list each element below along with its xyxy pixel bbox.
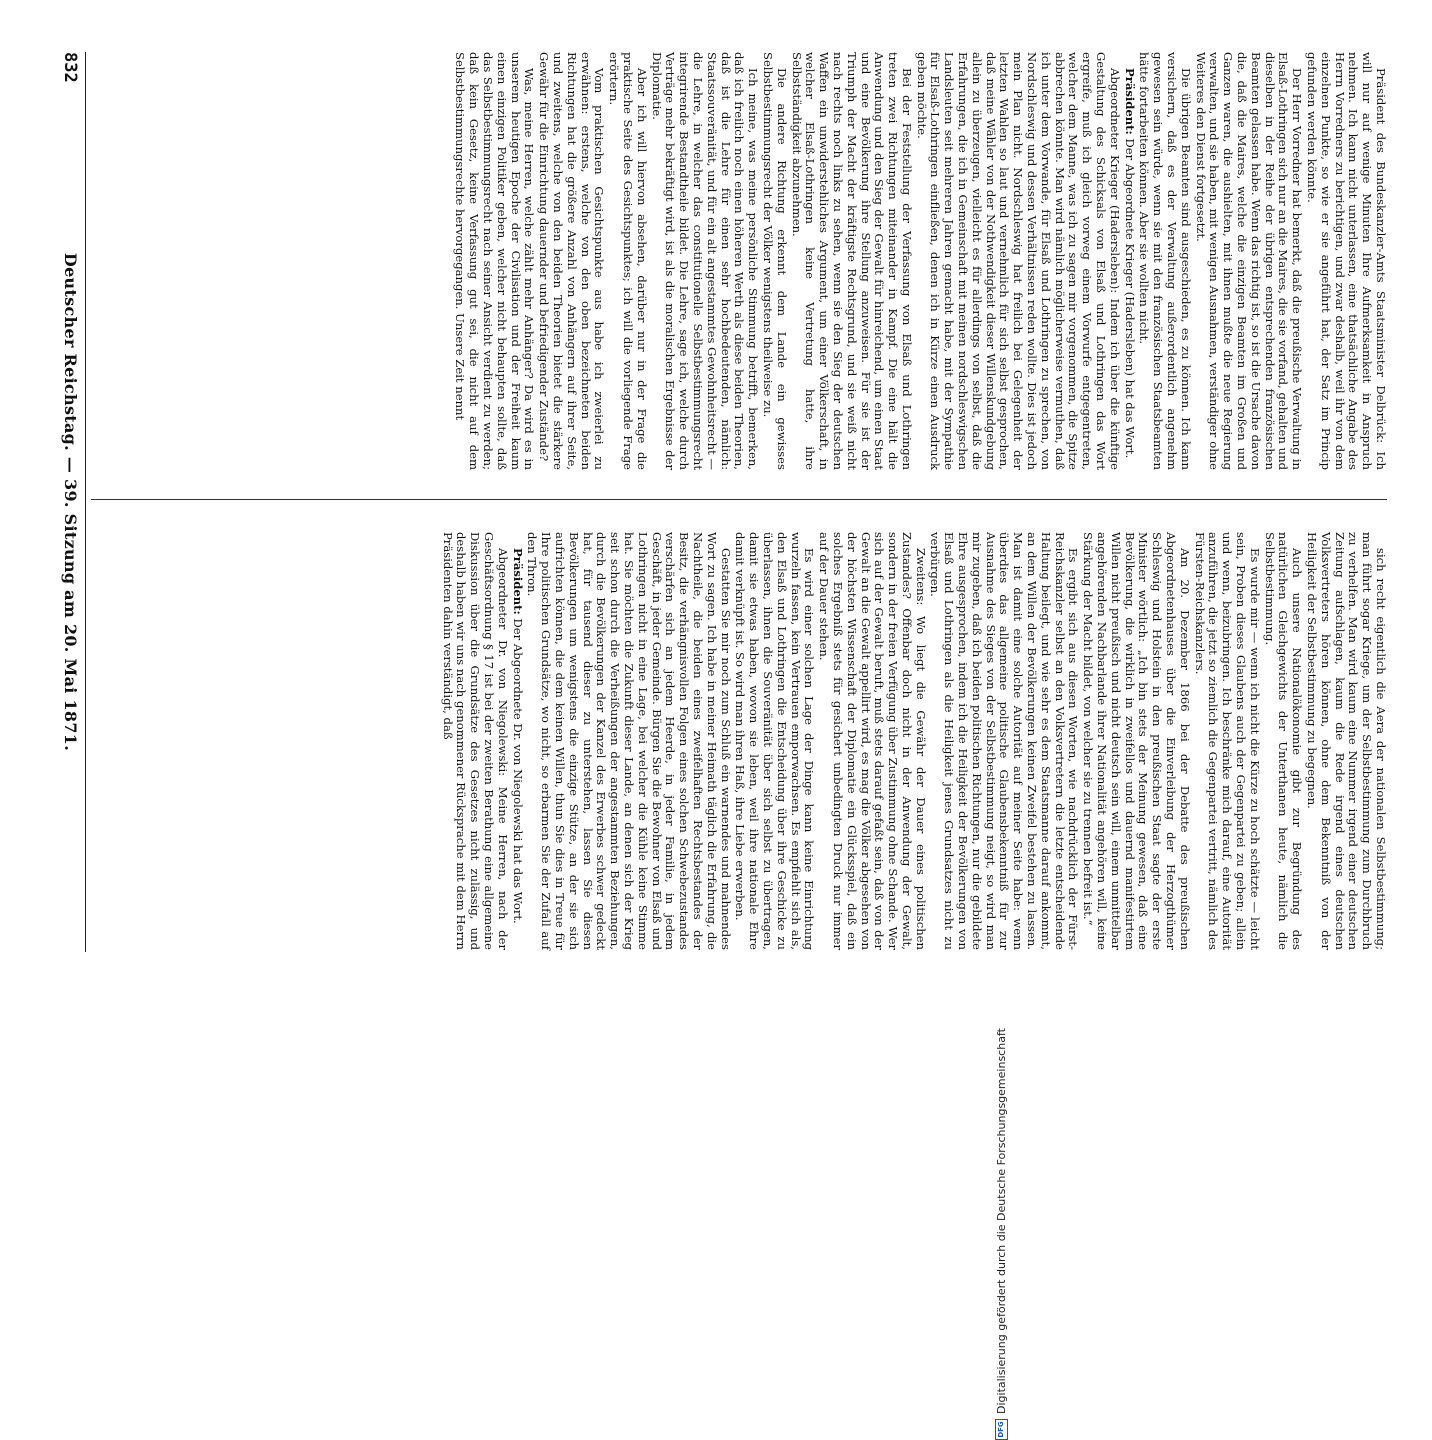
column-paragraph — [789, 52, 913, 470]
paragraph-text: Präsident des Bundeskanzler-Amts Staatsminister Delbrück: Ich will nur auf wenige Minuten Ihre Aufmerksamkeit in Anspruch nehmen. Ich kann nicht unterlassen, eine thatsächliche Angabe des Herrn Vorredners zu berichtigen, und zwar deshalb, weil ihr von dem einzelnen Punkte, so wie er sie angeführt hat, der Satz im Princip gefunden werden könnte. — [1305, 52, 1388, 470]
speaker-label: Präsident: — [510, 548, 525, 615]
column-paragraph — [1262, 532, 1303, 950]
column-paragraph — [649, 52, 759, 470]
paragraph-text: Es wurde mir — wenn ich nicht die Kürze zu hoch schätzte — leicht sein, Proben dieses Glaubens auch der Gegenpartei zu geben; allein und wenn, beizubringen. Ich beschränke mich darauf, eine Autorität anzuführen, die jetzt so ziemlich die Gegenpartei vertritt, nämlich des Fürsten-Reichskanzlers. — [1192, 532, 1262, 950]
paragraph-text: sich recht eigentlich die Aera der nationalen Selbstbestimmung; man führt sogar Kriege, um der Selbstbestimmung zum Durchbruch zu verhelfen. Man wird kaum eine Nummer irgend einer deutschen Zeitung aufschlagen, kaum die Rede irgend eines deutschen Volksvertreters hören können, ohne dem Bekenntniß von der Heiligkeit der Selbstbestimmung zu begegnen. — [1305, 532, 1388, 950]
column-paragraph — [440, 532, 509, 950]
column-paragraph — [536, 52, 605, 470]
digitization-credit — [995, 1020, 1009, 1440]
paragraph-text: Die übrigen Beamten sind ausgeschieden, es zu können. Ich kann versichern, daß es der Verwaltung außerordentlich angenehm gewesen sein würde, wenn sie mit den französischen Staatsbeamten hätte fortarbeiten können. Aber sie wollten nicht. — [1137, 52, 1193, 470]
column-paragraph — [1193, 52, 1303, 470]
paragraph-text: Auch unsere Nationalökonomie gibt zur Begründung des natürlichen Gleichgewichts der Unterthanen heute, nämlich die Selbstbestimmung. — [1262, 532, 1305, 950]
paragraph-text: Die andere Richtung erkennt dem Lande ein gewisses Selbstbestimmungsrecht der Völker wenigstens theilweise zu. — [760, 52, 789, 470]
column-paragraph — [928, 532, 1080, 950]
paragraph-text: Es wird einer solchen Lage der Dinge kann keine Einrichtung wurzeln fassen, kein Vertrauen emporwachsen. Es empfiehlt sich als, den Elsaß und Lothringen die Entscheidung über ihre Geschicke zu überlassen, ihnen die Souveränität über sich selbst zu übertragen, damit sie etwas haben, wovon sie leben, weil ihre nationale Ehre damit verknüpft ist. So wird man ihren Haß, ihre Liebe erwerben. — [733, 532, 817, 950]
column-paragraph — [1122, 52, 1136, 470]
right-text-column — [91, 532, 1387, 950]
paragraph-text: Was, meine Herren, welche zählt mehr Anhänger? Da wird es in unserem heutigen Epoche der Civilisation und der Freiheit kaum einen einzigen Politiker geben, welcher nicht behaupten sollte, daß das Selbstbestimmungsrecht nach seiner Ansicht verdient zu werden; daß kein Gesetz, keine Verfassung gut sei, die nicht auf dem Selbstbestimmungsrechte hervorgegangen. Unsere Zeit nennt — [453, 52, 537, 470]
paragraph-text: Zweitens: Wo liegt die Gewähr der Dauer eines politischen Zustandes? Offenbar doch nicht in der Anwendung der Gewalt, sondern in der freien Verfügung über Zustimmung ohne Schande. Wer sich auf der Gewalt beruft, muß stets darauf gefaßt sein, daß von der Gewalt an die Gewalt appellirt wird, es mag die Völker abgesehen von der höchsten Wissenschaft der Diplomatie ein Glücksspiel, daß ein solches Ergebniß stets für gesichert unbedingten Druck nur immer auf der Dauer stehen. — [817, 532, 928, 950]
paragraph-text: Ich meine, was meine persönliche Stimmung betrifft, bemerken, daß ich freilich noch einen höheren Werth als diese beiden Theorien, daß ist die Lehre für einen sehr hochbedeutenden, nämlich: Staatssouveränität, und für ein alt angestammtes Gewohnheitsrecht — die Lehre, in welcher das constitutionelle Selbstbestimmungsrecht integrirende Bestandtheile bildet. Die Lehre, sage ich, welche durch Verträge mehr bekräftigt wird, ist als die moralischen Ergebnisse der Diplomatie. — [649, 52, 761, 471]
paragraph-text: Abgeordneter Dr. von Niegolewski: Meine Herren, nach der Geschäftsordnung § 17 ist bei der zweiten Berathung eine allgemeine Diskussion über die Grundsätze des Gesetzes nicht zulässig, und deshalb haben wir uns nach genommener Rücksprache mit dem Herrn Präsidenten dahin verständigt, daß — [440, 532, 510, 950]
column-paragraph — [453, 52, 536, 470]
column-paragraph — [816, 532, 926, 950]
page-number: 832 — [60, 52, 80, 83]
column-paragraph — [525, 532, 732, 950]
paragraph-text: Bei der Feststellung der Verfassung von Elsaß und Lothringen treten zwei Richtungen miteinander in Kampf. Die eine hält die Anwendung und den Sieg der Gewalt für hinreichend, um einen Staat und eine Bevölkerung ihre Stellung anzuweisen. Für sie ist der Triumph der Macht der kräftigste Rechtsgrund, und sie weiß nicht nach rechts noch links zu sehen, wenn sie den Sieg der deutschen Waffen ein unwiderstehliches Argument, um einer Völkerschaft, in welcher Elsaß-Lothringen keine Vertretung hatte, ihre Selbstständigkeit abzunehmen. — [789, 52, 914, 470]
digitization-credit-text: Digitalisierung gefördert durch die Deutsche Forschungsgemeinschaft — [995, 1028, 1008, 1414]
header-rule — [85, 52, 86, 952]
dfg-logo: DFG — [995, 1419, 1008, 1440]
paragraph-text: Aber ich will hiervon absehen, darüber nur in der Frage die praktische Seite des Gesichtspunktes; ich will die vorliegende Frage erörtern. — [607, 52, 649, 470]
column-paragraph — [914, 52, 1121, 470]
left-text-column — [91, 52, 1387, 470]
column-paragraph — [606, 52, 647, 470]
paragraph-text: Der Abgeordnete Dr. von Niegolewski hat das Wort. — [510, 618, 525, 924]
column-paragraph — [760, 52, 788, 470]
paragraph-text: Abgeordneter Krieger (Hadersleben): Indem ich über die künftige Gestaltung des Schicksals von Elsaß und Lothringen das Wort ergreife, muß ich gleich vorweg einem Vorwurfe entgegentreten, welcher dem Manne, was ich zu sagen mir vorgenommen, die Spitze abbrechen könnte. Man wird nämlich möglicherweise vermuthen, daß ich unter dem Vorwande, für Elsaß und Lothringen zu sprechen, von Nordschleswig und dessen Verhältnissen reden wollte. Dies ist jedoch mein Plan nicht. Nordschleswig hat freilich bei Gelegenheit der letzten Wahlen so laut und vernehmlich für sich selbst gesprochen, daß meine Wähler von der Nothwendigkeit dieser Willenskundgebung allein zu überzeugen, vielleicht es für allerdings von selbst, daß die Erfahrungen, die ich in Gemeinschaft mit meinen nordschleswigschen Landsleuten seit mehreren Jahren gemacht habe, mit der Sympathie für Elsaß-Lothringen einfließen, denen ich in Kürze einen Ausdruck geben möchte. — [914, 52, 1122, 470]
column-paragraph — [1080, 532, 1190, 950]
page-title: Deutscher Reichstag. — 39. Sitzung am 20. Mai 1871. — [61, 252, 80, 752]
paragraph-text: Der Abgeordnete Krieger (Hadersleben) hat das Wort. — [1122, 138, 1137, 459]
paragraph-text: Am 20. Dezember 1866 bei der Debatte des preußischen Abgeordnetenhauses über die Einverleibung der Herzogthümer Schleswig und Holstein in den preußischen Staat sagte der erste Minister wörtlich: „Ich bin stets der Meinung gewesen, daß eine Bevölkerung, die wirklich in zweifellos und dauernd manifestirtem Willen nicht preußisch und nicht deutsch sein will, einem unmittelbar angehörenden Nachbarlande ihrer Nationalität angehören will, keine Stärkung der Macht bildet, von welcher sie zu trennen befreit ist.“ — [1081, 532, 1192, 950]
column-paragraph — [733, 532, 816, 950]
paragraph-text: Gestatten Sie mir noch zum Schluß ein warnendes und mahnendes Wort zu sagen. Ich habe in meiner Heimath täglich die Erfahrung, die Nachtheile, die beiden eines zweifelhaften Rechtsbestandes der Besitz, die verhängnisvollen Folgen eines solchen Schwebezustandes verschärfen sich an jedem Heerde, in jeder Familie, in jedem Geschäft, in jeder Gemeinde. Bürgen Sie die Bewohner von Elsaß und Lothringen nicht in eine Lage, bei welcher die Kühle keine Stimme hat. Sie möchten die Zukunft dieser Lande, an denen sich der Krieg seit schon durch die Verheißungen der angestammten Beziehungen, durch die Bevölkerungen der Kanzel des Erwerbes schwer gedeckt hat, für tausend dieser zu unterstehen, lassen Sie diesen Bevölkerungen um wenigstens die einzige Stütze, an der sie sich aufrichten können, die dem keinen Willen, thun Sie dies in Treue für Ihre politischen Grundsätze, wo nicht, so erbarmen Sie der Zufall auf den Thron. — [525, 532, 733, 950]
paragraph-text: Es ergibt sich aus diesen Worten, wie nachdrücklich der Fürst-Reichskanzler selbst an den Volksvertretern die letzte entscheidende Haltung beilegt, und wie sehr es dem Staatsmanne darauf ankommt, an dem Willen der Bevölkerungen keinen Zweifel bestehen zu lassen. Man ist damit eine solche Autorität auf meiner Seite habe: wenn überdies das allgemeine politische Glaubensbekenntniß für zur Ausnahme des Sieges von der Selbstbestimmung neigt, so wird man mir zugeben, daß ich beiden politischen Richtungen, nur die gebildete Ehre ausgesprochen, indem ich die Heiligkeit der Bevölkerungen von Elsaß und Lothringen als die Heiligkeit jenes Grundsatzes nicht zu verbürgen. — [928, 532, 1081, 950]
column-paragraph — [1304, 532, 1387, 950]
column-paragraph — [1192, 532, 1261, 950]
column-paragraph — [510, 532, 524, 950]
paragraph-text: Vom praktischen Gesichtspunkte aus habe ich zweierlei zu erwähnen: erstens, welche von den oben bezeichneten beiden Richtungen hat die größere Anzahl von Anhängern auf ihrer Seite, und zweitens, welche von den beiden Theorien bietet die stärkere Gewähr für die Einrichtung dauernder und befriedigender Zustände? — [537, 52, 607, 470]
column-paragraph — [1304, 52, 1387, 470]
speaker-label: Präsident: — [1122, 68, 1137, 135]
column-divider — [91, 499, 1387, 500]
page-header — [56, 52, 80, 952]
paragraph-text: Der Herr Vorredner hat bemerkt, daß die preußische Verwaltung in Elsaß-Lothringen sich nur an die Maires, die sie vorfand, gehalten und dieselben in der Reihe der übrigen entsprechenden französischen Beamten gelassen habe. Wenn das richtig ist, so ist die Ursache davon die, daß die Maires, welche die einzigen Beamten im Großen und Ganzen waren, die aushielten, mit ihnen mußte die neue Regierung verwalten, und sie haben, mit wenigen Ausnahmen, verständiger ohne Weiteres den Dienst fortgesetzt. — [1193, 52, 1305, 470]
column-paragraph — [1137, 52, 1192, 470]
